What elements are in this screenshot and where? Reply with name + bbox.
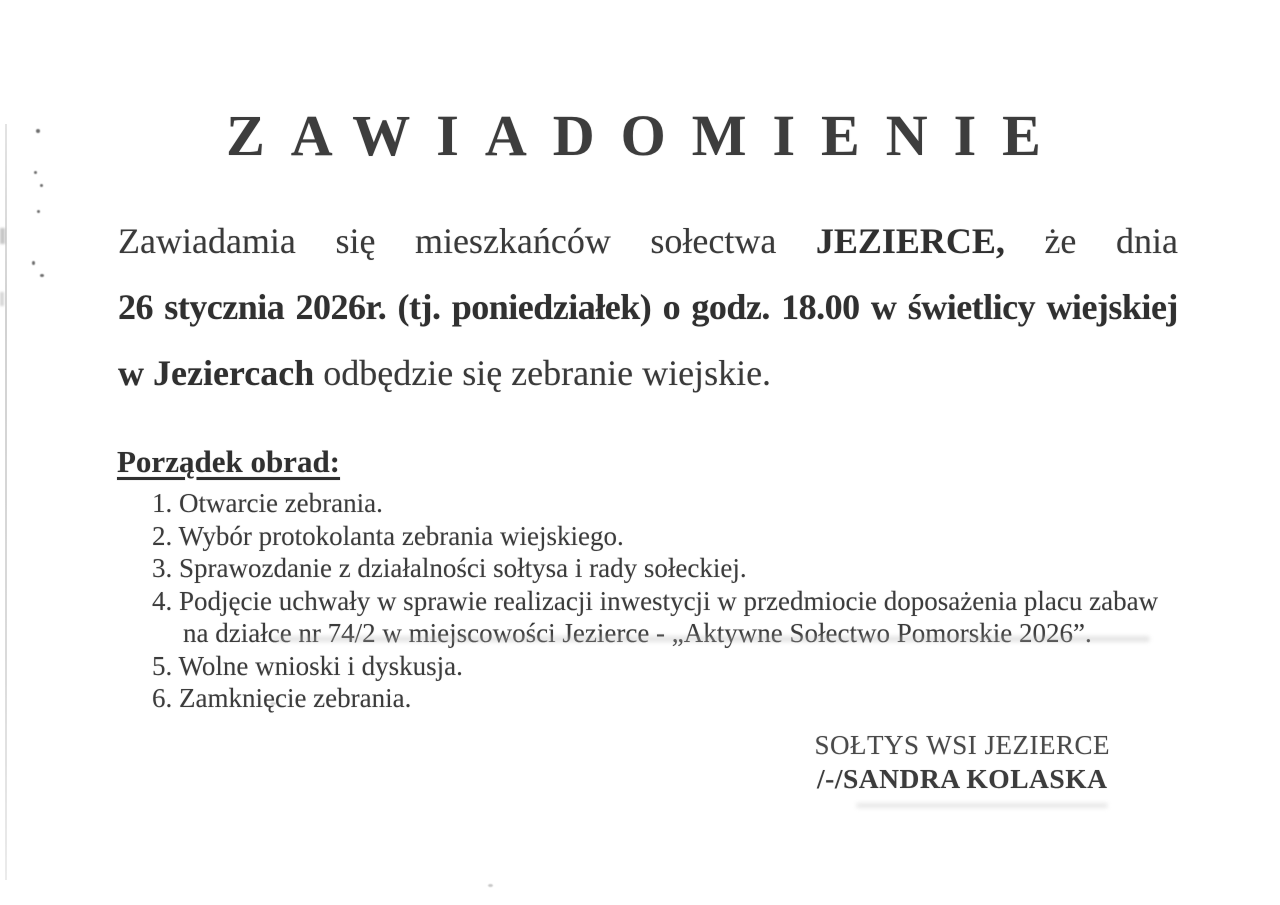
scan-artifact-speck — [34, 171, 37, 174]
agenda-item-number: 3. — [152, 553, 173, 583]
word: w — [870, 287, 897, 327]
word: o — [662, 287, 681, 327]
scan-artifact-edge-blob — [0, 228, 5, 244]
signature-name: /-/SANDRA KOLASKA — [817, 763, 1108, 794]
agenda-item-1 — [152, 487, 1172, 520]
word: że — [1044, 221, 1077, 261]
agenda-item-text: Podjęcie uchwały w sprawie realizacji inwestycji w przedmiocie doposażenia placu zabaw na działce nr 74/2 w miejscowości Jezierce - „Aktywne Sołectwo Pomorskie 2026”. — [179, 585, 1159, 648]
agenda-list — [152, 487, 1172, 715]
word: mieszkańców — [414, 221, 611, 261]
word: 2026r. — [295, 287, 387, 327]
signature-block — [814, 729, 1110, 795]
word: dnia — [1115, 221, 1178, 261]
scan-artifact-vertical-line — [5, 124, 7, 880]
agenda-heading: Porządek obrad: — [117, 444, 341, 479]
intro-line-1 — [118, 208, 1178, 274]
agenda-item-number: 6. — [152, 683, 173, 713]
agenda-item-3 — [152, 552, 1172, 585]
notice-title: ZAWIADOMIENIE — [226, 103, 1067, 168]
scan-artifact-speck — [40, 184, 43, 187]
word: sołectwa — [650, 221, 777, 261]
agenda-item-text: Zamknięcie zebrania. — [179, 683, 412, 713]
agenda-item-6 — [152, 682, 1172, 715]
agenda-item-2 — [152, 520, 1172, 553]
agenda-item-text: Wolne wnioski i dyskusja. — [178, 650, 463, 681]
word: 18.00 — [781, 287, 860, 327]
signature-role: SOŁTYS WSI JEZIERCE — [814, 730, 1110, 760]
intro-line-3-rest: odbędzie się zebranie wiejskie. — [323, 353, 772, 393]
agenda-item-5 — [152, 650, 1172, 683]
agenda-item-text: Sprawozdanie z działalności sołtysa i rady sołeckiej. — [179, 553, 747, 583]
word: (tj. — [397, 287, 441, 327]
agenda-item-number: 4. — [152, 585, 173, 616]
intro-line-2 — [118, 274, 1178, 340]
scan-artifact-smudge — [856, 803, 1108, 808]
word: świetlicy — [907, 287, 1036, 327]
word: 26 — [118, 287, 153, 327]
agenda-item-number: 1. — [152, 488, 173, 518]
scan-artifact-speck — [32, 261, 35, 265]
word: Zawiadamia — [118, 221, 296, 261]
word: się — [335, 221, 376, 261]
agenda-item-text: Wybór protokolanta zebrania wiejskiego. — [178, 520, 624, 551]
word: wiejskiej — [1046, 287, 1178, 327]
word: stycznia — [164, 287, 285, 327]
intro-line-3 — [118, 340, 1178, 406]
scan-artifact-edge-blob — [0, 292, 4, 306]
agenda-item-text: Otwarcie zebrania. — [179, 488, 383, 518]
word: poniedziałek) — [451, 287, 652, 327]
agenda-item-number: 2. — [152, 520, 173, 551]
word: godz. — [691, 287, 770, 327]
word: JEZIERCE, — [815, 221, 1005, 261]
intro-line-3-bold: w Jeziercach — [118, 353, 315, 393]
agenda-item-4 — [152, 585, 1172, 650]
notice-intro — [118, 208, 1178, 406]
scan-artifact-speck — [40, 274, 44, 277]
agenda-item-number: 5. — [152, 650, 173, 681]
scan-artifact-speck — [37, 210, 40, 213]
scan-artifact-speck — [488, 884, 493, 887]
